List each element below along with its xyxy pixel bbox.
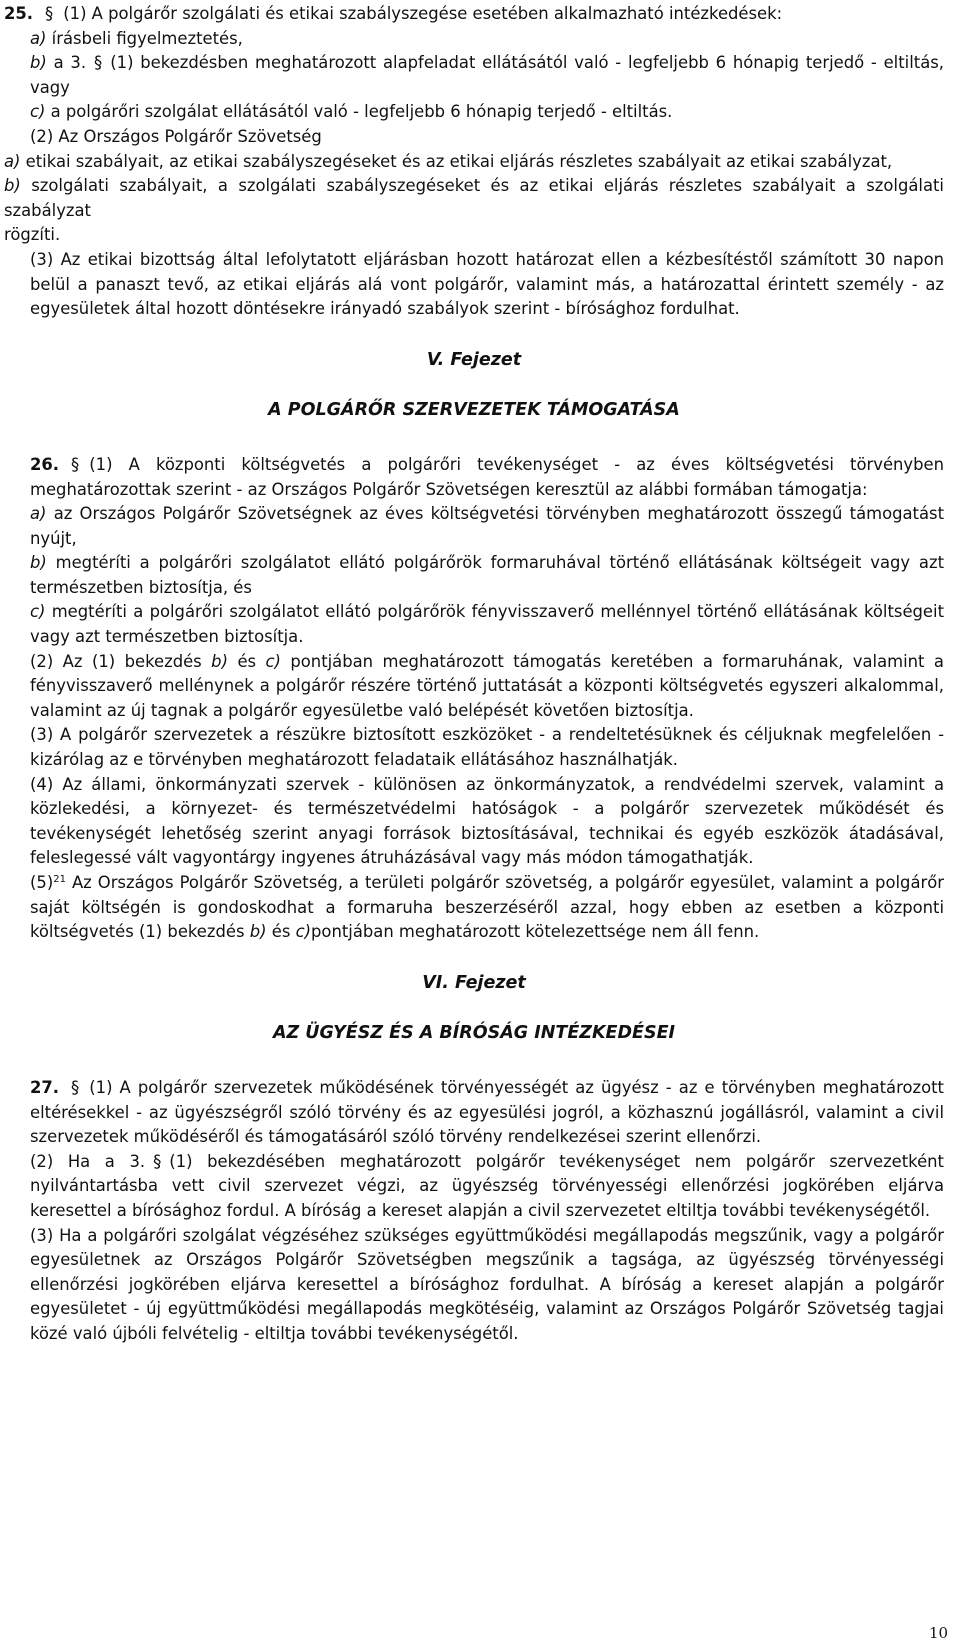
section-25-p2 [4,125,944,150]
point-text: megtéríti a polgárőri szolgálatot ellátó polgárőrök fényvisszaverő mellénnyel történő ellátásának költségeit vagy azt természetben biztosítja. [30,602,944,647]
paragraph-text: (3) Ha a polgárőri szolgálat végzéséhez szükséges együttműködési megállapodás megszűnik, vagy a polgárőr egyesületnek az Országos Polgárőr Szövetségben megszűnik a tagsága, az ügyészség törvényességi ellenőrzési jogkörében eljárva keresettel a bírósághoz fordulhat. A bíróság a kereset alapján a polgárőr egyesületet - új együttműködési megállapodás megkötéséig, valamint az Országos Polgárőr Szövetség tagjai közé való újbóli felvételig - eltiltja további tevékenységétől. [30,1225,944,1343]
paragraph-text: (2) Az Országos Polgárőr Szövetség [30,126,322,146]
point-label: a) [4,151,21,171]
paragraph-text: (4) Az állami, önkormányzati szervek - különösen az önkormányzatok, a rendvédelmi szervek, valamint a közlekedési, a környezet- és természetvédelmi hatóságok - a polgárőr szervezetek működését és tevékenységét lehetőség szerint anyagi források biztosításával, technikai és egyéb eszközök átadásával, feleslegessé vált vagyontárgy ingyenes átruházásával vagy más módon támogathatják. [30,774,944,868]
paragraph-text: és [271,922,291,942]
section-26-p2 [4,650,944,724]
section-number: 26. [30,454,60,474]
section-27-p3 [4,1224,944,1347]
point-ref: b) [249,922,267,942]
section-number: 25. [4,4,34,23]
paragraph-text: rögzíti. [4,225,61,245]
section-26-p5 [4,871,944,945]
section-26-point-b [4,551,944,600]
paragraph-text: (3) A polgárőr szervezetek a részükre biztosított eszközöket - a rendeltetésüknek és céljuknak megfelelően - kizárólag az e törvényben meghatározott feladataik ellátásához használhatják. [30,725,944,770]
paragraph-text: (1) A polgárőr szolgálati és etikai szabályszegése esetében alkalmazható intézkedések: [63,4,783,23]
paragraph-text: (5) [30,873,54,892]
section-27-p1 [4,1076,944,1150]
point-ref: b) [211,651,228,671]
section-sign: § [94,53,103,73]
chapter-5-subtitle: A POLGÁRŐR SZERVEZETEK TÁMOGATÁSA [268,400,680,421]
section-25-point-c [4,100,944,125]
paragraph-text: (2) Az (1) bekezdés [30,651,202,671]
point-ref: c) [295,922,312,942]
paragraph-text: (1) A központi költségvetés a polgárőri tevékenységet - az éves költségvetési törvényben meghatározottak szerint - az Országos Polgárőr Szövetségen keresztül az alábbi formában támogatja: [30,454,944,499]
paragraph-text: pontjában meghatározott kötelezettsége nem áll fenn. [311,922,760,942]
point-label: c) [30,602,46,622]
section-number: 27. [30,1077,60,1097]
point-text: (1) bekezdésben meghatározott alapfeladat ellátásától való - legfeljebb 6 hónapig terjedő - eltiltás, vagy [30,53,944,97]
document-body [4,2,944,1347]
paragraph-text: (1) A polgárőr szervezetek működésének törvényességét az ügyész - az e törvényben meghatározott eltérésekkel - az ügyészségről szóló törvény és az egyesülési jogról, a közhasznú jogállásról, valamint a civil szervezetek működéséről és támogatásáról szóló törvény rendelkezései szerint ellenőrzi. [30,1077,944,1147]
paragraph-text: (2) Ha a 3. [30,1151,146,1171]
section-sign: § [71,454,80,474]
page-number: 10 [929,1624,949,1642]
section-25-point-a [4,27,944,52]
section-25-p2-end [4,223,944,248]
point-text: a polgárőri szolgálat ellátásától való - legfeljebb 6 hónapig terjedő - eltiltás. [50,102,673,122]
point-label: b) [4,176,21,196]
section-26-point-a [4,502,944,551]
section-27-p2 [4,1150,944,1224]
section-26-p3 [4,723,944,772]
point-label: a) [30,28,47,48]
point-text: az Országos Polgárőr Szövetségnek az éves költségvetési törvényben meghatározott összegű támogatást nyújt, [30,504,944,548]
point-text: a 3. [53,53,87,73]
point-label: c) [30,102,46,122]
point-label: b) [30,53,47,73]
point-label: a) [30,504,47,524]
section-25-p2-point-a [4,150,944,175]
section-sign: § [45,4,54,23]
chapter-5-title: V. Fejezet [426,349,522,370]
footnote-ref[interactable]: 21 [53,874,66,885]
section-25-p2-point-b [4,174,944,223]
point-ref: c) [265,651,281,671]
section-26-p4 [4,773,944,871]
section-25-p3 [4,248,944,322]
section-sign: § [71,1077,80,1097]
point-label: b) [30,553,47,573]
point-text: írásbeli figyelmeztetés, [51,28,243,48]
section-25-point-b [4,51,944,100]
paragraph-text: pontjában meghatározott támogatás keretében a formaruhának, valamint a fényvisszaverő mellénynek a polgárőr részére történő juttatását a központi költségvetés egyszeri alkalommal, valamint az új tagnak a polgárőr egyesületbe való belépését követően biztosítja. [30,651,944,720]
paragraph-text: (3) Az etikai bizottság által lefolytatott eljárásban hozott határozat ellen a kézbesítéstől számított 30 napon belül a panaszt tevő, az etikai eljárás alá vont polgárőr, valamint más, a határozattal érintett személy - az egyesületek által hozott döntésekre irányadó szabályok szerint - bírósághoz fordulhat. [30,249,944,319]
point-text: megtéríti a polgárőri szolgálatot ellátó polgárőrök formaruhával történő ellátásának költségeit vagy azt természetben biztosítja, és [30,553,944,597]
paragraph-text: és [237,651,257,671]
paragraph-text: (1) bekezdésében meghatározott polgárőr tevékenységet nem polgárőr szervezetként nyilvántartásba vett civil szervezet végzi, az ügyészség törvényességi ellenőrzési jogkörében eljárva keresettel a bírósághoz fordul. A bíróság a kereset alapján a civil szervezetet eltiltja további tevékenységétől. [30,1151,944,1220]
section-26-point-c [4,600,944,649]
section-sign: § [153,1151,162,1171]
section-26-p1 [4,453,944,502]
chapter-6-subtitle: AZ ÜGYÉSZ ÉS A BÍRÓSÁG INTÉZKEDÉSEI [272,1023,676,1044]
point-text: etikai szabályait, az etikai szabályszegéseket és az etikai eljárás részletes szabályait az etikai szabályzat, [25,151,893,171]
chapter-6-title: VI. Fejezet [422,972,526,993]
paragraph-text: Az Országos Polgárőr Szövetség, a területi polgárőr szövetség, a polgárőr egyesület, valamint a polgárőr saját költségén is gondoskodhat a formaruha beszerzéséről azzal, hogy ebben az esetben a központi költségvetés (1) bekezdés [30,873,944,942]
section-25-p1 [4,2,944,27]
point-text: szolgálati szabályait, a szolgálati szabályszegéseket és az etikai eljárás részletes szabályait a szolgálati szabályzat [4,176,944,220]
